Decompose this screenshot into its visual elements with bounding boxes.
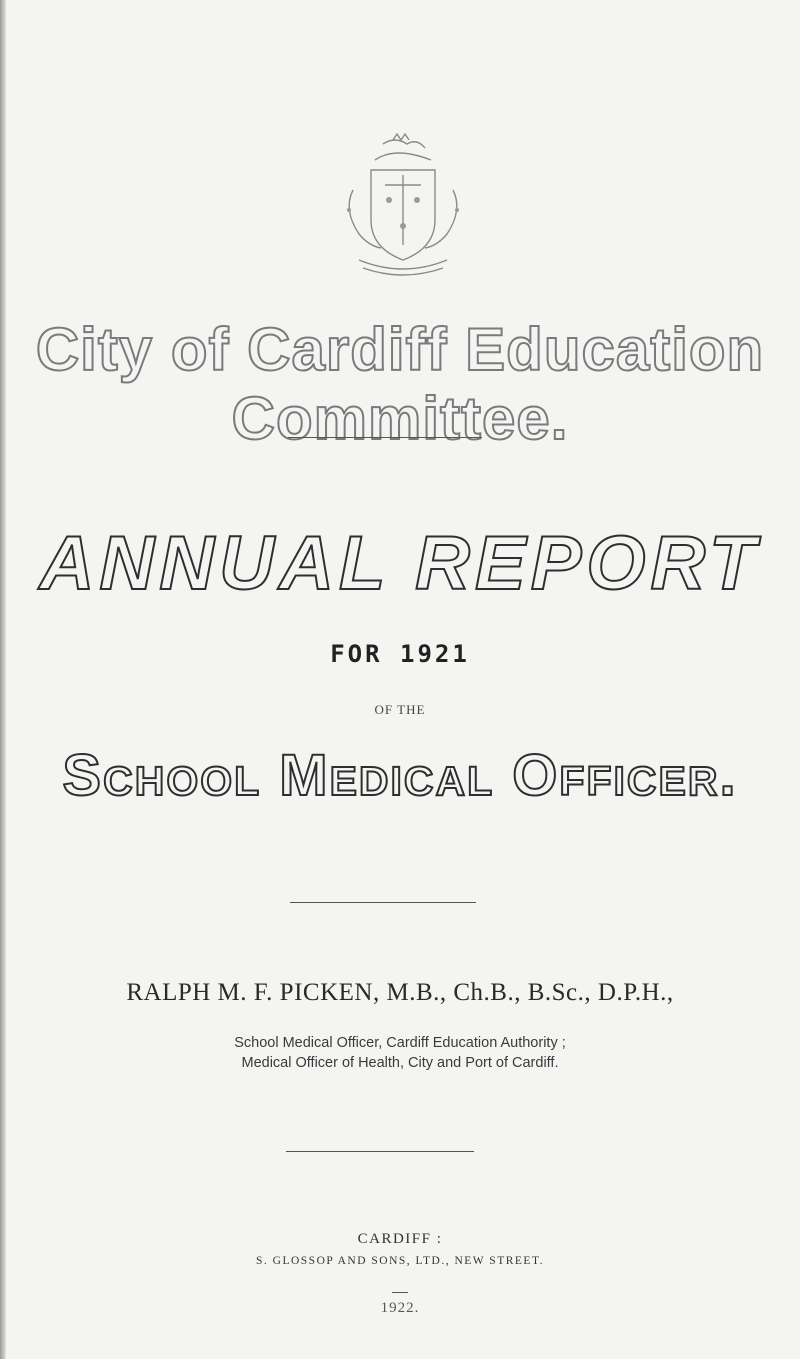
divider-top [288, 437, 482, 438]
imprint-place: CARDIFF : [357, 1231, 443, 1247]
divider-short [392, 1292, 408, 1293]
author-role-school: School Medical Officer, Cardiff Education Authority ; [234, 1035, 566, 1051]
committee-name: City of Cardiff Education Committee. [35, 316, 765, 452]
author-role-health: Medical Officer of Health, City and Port of Cardiff. [241, 1055, 559, 1071]
divider-bottom [286, 1151, 474, 1152]
report-title: ANNUAL REPORT [39, 521, 761, 606]
page-edge [0, 0, 6, 1359]
coat-of-arms-crest-icon [323, 130, 483, 290]
office-title: School Medical Officer. [62, 743, 738, 808]
imprint-year: 1922. [380, 1300, 420, 1316]
imprint-printer: S. GLOSSOP AND SONS, LTD., NEW STREET. [256, 1255, 544, 1267]
report-year-line: FOR 1921 [330, 640, 470, 668]
divider-middle [290, 902, 476, 903]
of-the-label: OF THE [374, 702, 426, 717]
author-name: RALPH M. F. PICKEN, M.B., Ch.B., B.Sc., D.P.H., [126, 979, 674, 1006]
